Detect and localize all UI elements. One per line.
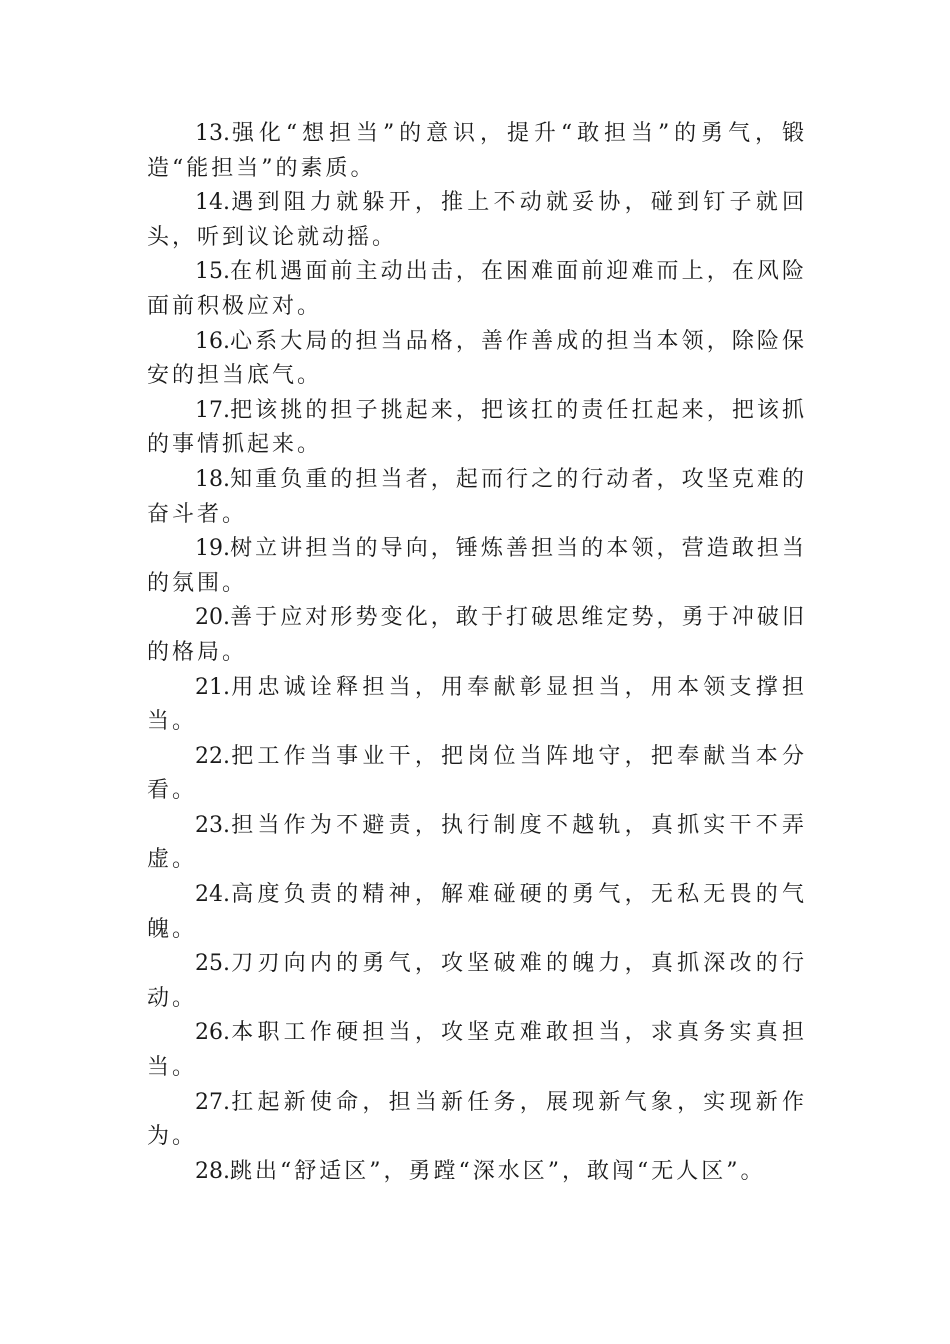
list-item <box>147 809 807 878</box>
list-item <box>147 671 807 740</box>
item-number: 14. <box>195 190 230 216</box>
item-number: 27. <box>195 1089 230 1115</box>
item-text: 善于应对形势变化，敢于打破思维定势，勇于冲破旧的格局。 <box>147 605 807 665</box>
item-text: 高度负责的精神，解难碰硬的勇气，无私无畏的气魄。 <box>147 882 807 942</box>
item-number: 18. <box>195 466 230 492</box>
document-body <box>147 117 807 1189</box>
item-text: 扛起新使命，担当新任务，展现新气象，实现新作为。 <box>147 1089 807 1150</box>
item-number: 20. <box>195 605 230 631</box>
item-text: 在机遇面前主动出击，在困难面前迎难而上，在风险面前积极应对。 <box>147 259 807 319</box>
item-number: 23. <box>195 812 230 838</box>
item-text: 把工作当事业干，把岗位当阵地守，把奉献当本分看。 <box>147 743 807 804</box>
item-number: 16. <box>195 328 230 354</box>
item-text: 本职工作硬担当，攻坚克难敢担当，求真务实真担当。 <box>147 1020 807 1081</box>
item-number: 25. <box>195 951 230 977</box>
item-text: 树立讲担当的导向，锤炼善担当的本领，营造敢担当的氛围。 <box>147 536 807 596</box>
item-number: 24. <box>195 882 230 908</box>
item-number: 13. <box>195 121 230 146</box>
item-text: 遇到阻力就躲开，推上不动就妥协，碰到钉子就回头，听到议论就动摇。 <box>147 190 807 250</box>
item-number: 17. <box>195 397 230 423</box>
list-item <box>147 255 807 324</box>
item-text: 担当作为不避责，执行制度不越轨，真抓实干不弄虚。 <box>147 812 807 873</box>
list-item <box>147 1016 807 1085</box>
list-item <box>147 601 807 670</box>
list-item <box>147 394 807 463</box>
list-item <box>147 186 807 255</box>
item-number: 22. <box>195 743 230 769</box>
list-item <box>147 325 807 394</box>
item-text: 用忠诚诠释担当，用奉献彰显担当，用本领支撑担当。 <box>147 674 807 735</box>
item-text: 跳出“舒适区”，勇蹚“深水区”，敢闯“无人区”。 <box>230 1158 766 1184</box>
list-item <box>147 532 807 601</box>
item-text: 强化“想担当”的意识，提升“敢担当”的勇气，锻造“能担当”的素质。 <box>147 121 807 181</box>
list-item <box>147 1155 807 1190</box>
item-number: 15. <box>195 259 230 285</box>
item-number: 21. <box>195 674 230 700</box>
item-number: 28. <box>195 1158 230 1184</box>
list-item <box>147 1086 807 1155</box>
item-text: 知重负重的担当者，起而行之的行动者，攻坚克难的奋斗者。 <box>147 466 807 527</box>
list-item <box>147 740 807 809</box>
item-number: 19. <box>195 536 230 562</box>
item-text: 心系大局的担当品格，善作善成的担当本领，除险保安的担当底气。 <box>147 328 807 389</box>
item-number: 26. <box>195 1020 230 1046</box>
list-item <box>147 947 807 1016</box>
list-item <box>147 117 807 186</box>
item-text: 把该挑的担子挑起来，把该扛的责任扛起来，把该抓的事情抓起来。 <box>147 397 807 458</box>
list-item <box>147 463 807 532</box>
list-item <box>147 878 807 947</box>
item-text: 刀刃向内的勇气，攻坚破难的魄力，真抓深改的行动。 <box>147 951 807 1011</box>
